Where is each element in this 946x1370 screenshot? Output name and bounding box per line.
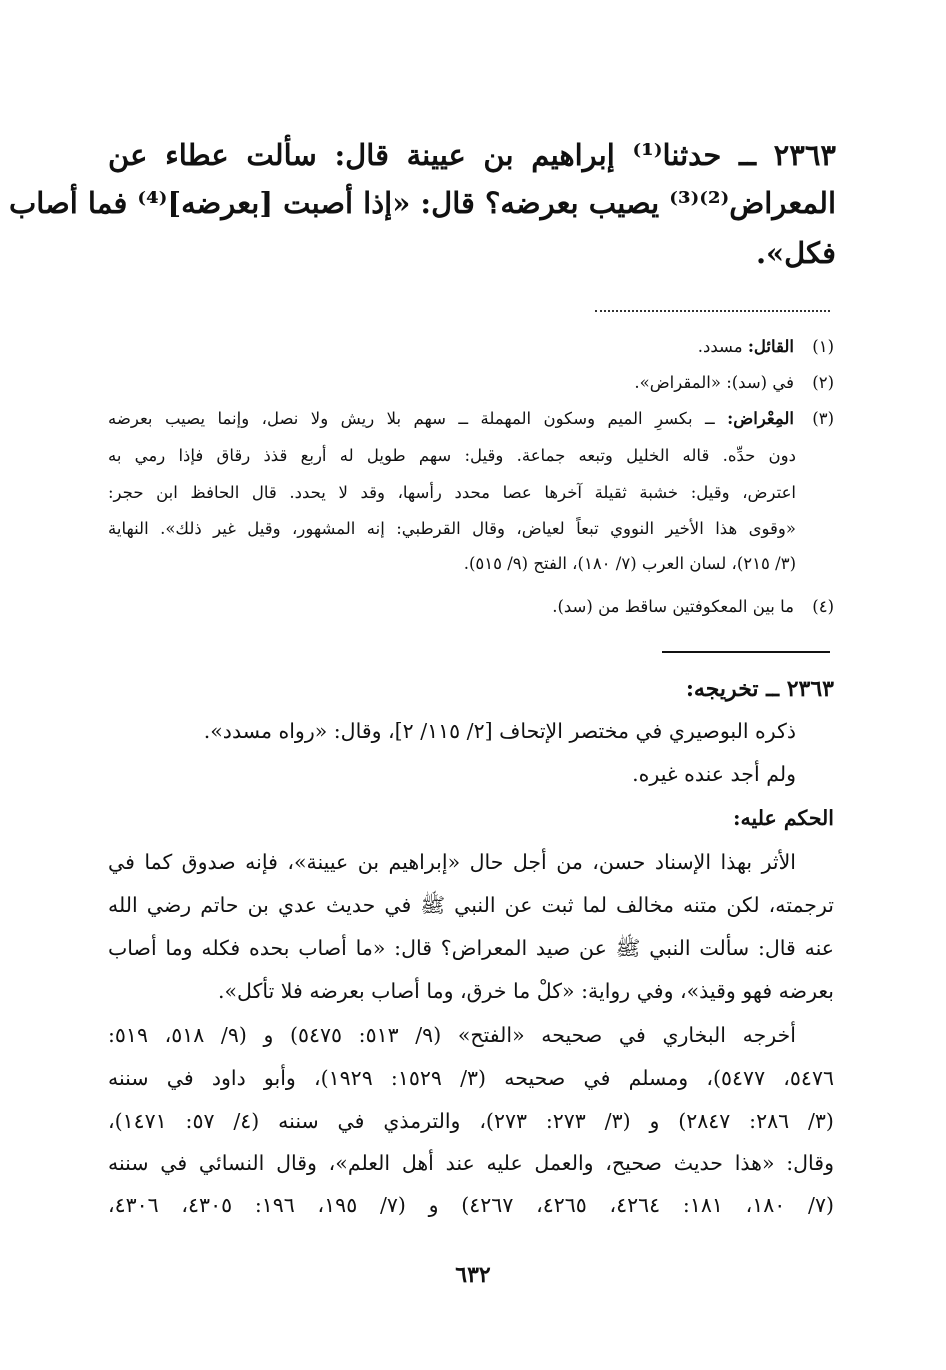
footnote-text: ــ بكسرِ الميم وسكون المهملة ــ سهم بلا ريش ولا نصل، وإنما يصيب بعرضه: [108, 409, 728, 428]
hukm-heading: الحكم عليه:: [732, 806, 834, 830]
section-rule: [662, 651, 830, 653]
hukm-line: بعرضه فهو وقيذ»، وفي رواية: «كلْ ما خرق، وما أصاب بعرضه فلا تأكل».: [218, 979, 834, 1003]
hukm-line: عنه قال: سألت النبي ﷺ عن صيد المعراض؟ قال: «ما أصاب بحده فكله وما أصاب: [108, 936, 834, 960]
footnote-3-continuation: دون حدِّه. قاله الخليل وتبعه جماعة. وقيل: سهم طويل له أربع قذذ رقاق فإذا رمي به: [108, 446, 796, 465]
footnote-number: (٢): [812, 373, 834, 392]
takhrij-line: ولم أجد عنده غيره.: [632, 762, 796, 786]
hukm-line: ترجمته، لكن متنه مخالف لما ثبت عن النبي ﷺ في حديث عدي بن حاتم رضي الله: [108, 893, 834, 917]
sources-line: ٥٤٧٦، ٥٤٧٧)، ومسلم في صحيحه (٣/ ١٥٢٩: ١٩٢٩)، وأبو داود في سننه: [108, 1066, 834, 1090]
footnote-label: المِعْراض:: [727, 409, 794, 428]
footnote-3-continuation: (٣/ ٢١٥)، لسان العرب (٧/ ١٨٠)، الفتح (٩/ ٥١٥).: [463, 554, 796, 573]
hukm-line: الأثر بهذا الإسناد حسن، من أجل حال «إبراهيم بن عيينة»، فإنه صدوق كما في: [108, 850, 796, 874]
footnote-text: في (سد): «المقراض».: [634, 373, 794, 392]
footnote-number: (٣): [812, 409, 834, 428]
footnote-text: مسدد.: [697, 337, 748, 356]
footnote-2: [108, 373, 834, 392]
sources-line: أخرجه البخاري في صحيحه «الفتح» (٩/ ٥١٣: ٥٤٧٥) و (٩/ ٥١٨، ٥١٩:: [108, 1023, 796, 1047]
footnote-3: [108, 409, 834, 428]
hadith-line: فكل».: [755, 236, 836, 270]
takhrij-line: ذكره البوصيري في مختصر الإتحاف [٢/ ١١٥/ ٢]، وقال: «رواه مسدد».: [203, 719, 796, 743]
footnote-3-continuation: اعترض، وقيل: خشبة ثقيلة آخرها عصا محدد رأسها، وقد لا يحدد. قال الحافظ ابن حجر:: [108, 483, 796, 502]
sources-line: (٣/ ٢٨٦: ٢٨٤٧) و (٣/ ٢٧٣: ٢٧٣)، والترمذي في سننه (٤/ ٥٧: ١٤٧١)،: [108, 1109, 834, 1133]
footnote-number: (٤): [812, 597, 834, 616]
footnote-4: [108, 597, 834, 616]
footnote-number: (١): [812, 337, 834, 356]
hadith-line: ٢٣٦٣ ــ حدثنا⁽¹⁾ إبراهيم بن عيينة قال: سألت عطاء عن: [108, 138, 836, 172]
sources-line: وقال: «هذا حديث صحيح، والعمل عليه عند أهل العلم»، وقال النسائي في سننه: [108, 1151, 834, 1175]
sources-line: (٧/ ١٨٠، ١٨١: ٤٢٦٤، ٤٢٦٥، ٤٢٦٧) و (٧/ ١٩٥، ١٩٦: ٤٣٠٥، ٤٣٠٦،: [108, 1193, 834, 1217]
dotted-separator: [595, 310, 830, 312]
footnote-label: القائل:: [747, 337, 794, 356]
takhrij-heading: ٢٣٦٣ ــ تخريجه:: [685, 676, 834, 702]
hadith-line: المعراض⁽²⁾⁽³⁾ يصيب بعرضه؟ قال: «إذا أصبت [بعرضه]⁽⁴⁾ فما أصاب: [8, 186, 836, 220]
footnote-1: [108, 337, 834, 356]
footnote-3-continuation: «وقوى هذا الأخير النووي تبعاً لعياض، وقال القرطبي: إنه المشهور، وقيل غير ذلك». النهاية: [108, 519, 796, 538]
footnote-text: ما بين المعكوفتين ساقط من (سد).: [552, 597, 794, 616]
page-number: ٦٣٢: [455, 1262, 491, 1288]
